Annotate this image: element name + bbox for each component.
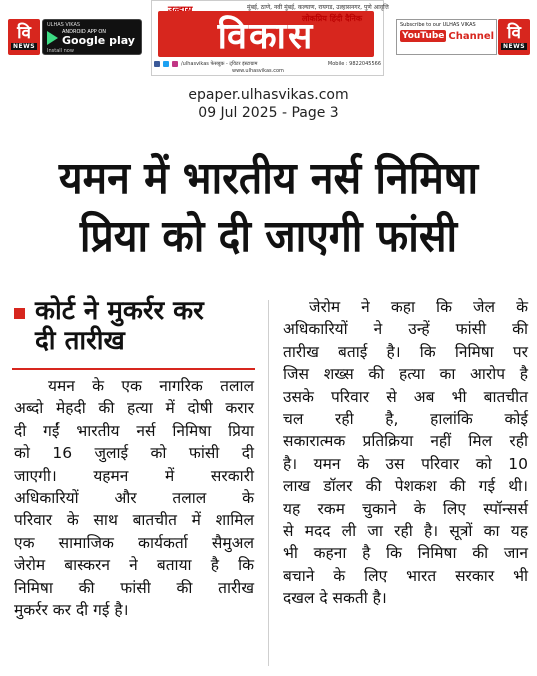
google-play-brand: ULHAS VIKAS	[47, 22, 81, 28]
twitter-icon	[163, 61, 169, 67]
logo-tagline-top: मुंबई, ठाणे, नवी मुंबई, कल्याण, रायगड, उल्हासनगर, पुणे आवृत्ति	[247, 4, 389, 11]
masthead	[0, 0, 537, 80]
youtube-subscribe-text: Subscribe to our ULHAS VIKAS	[400, 22, 476, 28]
facebook-icon	[154, 61, 160, 67]
column-line: दखल दे सकती है।	[283, 589, 387, 608]
column-line: निमिषा की फांसी की तारीख	[14, 578, 254, 597]
news-logo-right[interactable]	[498, 19, 530, 55]
news-logo-glyph: वि	[17, 23, 31, 43]
column-line: अधिकारियों और तलाल के	[14, 489, 254, 508]
logo-social-strip	[154, 59, 381, 68]
column-line: चल रही है, हालांकि कोई	[283, 410, 528, 429]
column-line: लाख डॉलर की पेशकश की गई थी।	[283, 477, 528, 496]
logo-tagline-right: लोकप्रिय हिंदी दैनिक	[302, 14, 363, 23]
google-play-icon	[47, 31, 58, 45]
youtube-icon: YouTube	[402, 31, 445, 41]
headline-line: यमन में भारतीय नर्स निमिषा	[58, 153, 479, 204]
logo-social-text: /ulhasvikas फेसबुक - ट्विटर इंस्टाग्राम	[181, 60, 258, 67]
column-divider	[268, 300, 269, 666]
news-logo-left[interactable]	[8, 19, 40, 55]
subhead-bullet-icon	[14, 308, 25, 319]
column-line: सकारात्मक प्रतिक्रिया नहीं मिल रही	[283, 432, 528, 451]
article-column-right	[283, 296, 528, 610]
logo-main-text: विकास	[158, 11, 374, 57]
column-line: से मदद ली जा रही है। सूत्रों का यह	[283, 522, 528, 541]
logo-mobile: Mobile : 9822045566	[327, 60, 381, 67]
google-play-badge[interactable]	[42, 19, 142, 55]
google-play-line2: Google play	[62, 34, 135, 47]
google-play-install: Install now	[47, 48, 74, 54]
subhead-line: कोर्ट ने मुकर्रर कर	[35, 296, 204, 326]
news-logo-label: NEWS	[12, 43, 36, 50]
column-line: मुकर्रर कर दी गई है।	[14, 601, 129, 620]
news-logo-label: NEWS	[502, 43, 526, 50]
epaper-source: epaper.ulhasvikas.com	[188, 87, 349, 103]
article-subhead	[14, 296, 256, 356]
column-line: है। यमन के उस परिवार को 10	[283, 454, 528, 473]
column-line: अधिकारियों ने उन्हें फांसी की	[283, 320, 528, 339]
column-line: जिस शख्स की हत्या का आरोप है	[283, 365, 528, 384]
headline-line: प्रिया को दी जाएगी फांसी	[79, 211, 458, 262]
column-line: एक सामाजिक कार्यकर्ता सैमुअल	[14, 533, 254, 552]
column-line: यमन के एक नागरिक तलाल	[48, 377, 254, 395]
column-line: को 16 जुलाई को फांसी दी	[14, 444, 254, 463]
column-line: परिवार के साथ बातचीत में शामिल	[14, 511, 254, 530]
article-column-left	[14, 375, 254, 621]
logo-website: www.ulhasvikas.com	[232, 68, 284, 74]
column-line: अब्दो मेहदी की हत्या में दोषी करार	[14, 399, 254, 418]
column-line: उसके परिवार से अब भी बातचीत	[283, 387, 528, 406]
instagram-icon	[172, 61, 178, 67]
column-line: जेरोम बास्करन ने बताया है कि	[14, 556, 254, 575]
edition-date-page: 09 Jul 2025 - Page 3	[198, 105, 339, 121]
subhead-divider	[12, 368, 255, 370]
column-line: जाएगी। यहमन में सरकारी	[14, 466, 254, 485]
subhead-line: दी तारीख	[35, 326, 125, 356]
column-line: जेरोम ने कहा कि जेल के	[309, 298, 528, 316]
column-line: बचाने के लिए भारत सरकार भी	[283, 566, 528, 585]
article-headline	[19, 150, 518, 266]
column-line: भी कहना है कि निमिषा की जान	[283, 544, 528, 563]
column-line: दी गईं भारतीय नर्स निमिषा प्रिया	[14, 421, 254, 440]
newspaper-logo[interactable]	[151, 0, 389, 76]
news-logo-glyph: वि	[507, 23, 521, 43]
youtube-channel-badge[interactable]	[396, 19, 497, 55]
google-play-line1: ANDROID APP ON	[62, 29, 107, 35]
column-line: यह रकम चुकाने के लिए स्पॉन्सर्स	[283, 499, 528, 518]
column-line: तारीख बताई है। कि निमिषा पर	[283, 342, 528, 361]
youtube-channel-text: Channel	[448, 30, 495, 42]
